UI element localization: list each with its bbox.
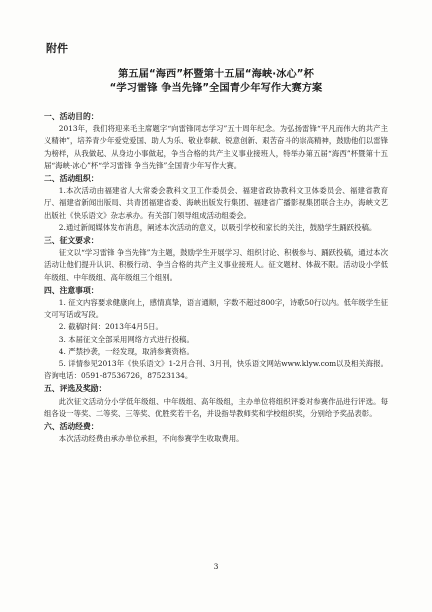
paragraph: 1. 征文内容要求健康向上，感情真挚，语言通顺，字数不超过800字，诗歌50行以内。低年级学生征文可写话或写段。 bbox=[44, 298, 388, 320]
paragraph: 2. 截稿时间：2013年4月5日。 bbox=[58, 322, 163, 332]
paragraph: 3. 本届征文全部采用网络方式进行投稿。 bbox=[58, 334, 194, 344]
section-purpose bbox=[44, 110, 388, 172]
section-notes bbox=[44, 284, 388, 383]
section-heading: 五、评选及奖励： bbox=[44, 384, 107, 394]
section-heading: 四、注意事项： bbox=[44, 285, 99, 295]
paragraph: 4. 严禁抄袭，一经发现，取消参赛资格。 bbox=[58, 346, 194, 356]
paragraph: 2013年，我们将迎来毛主席题字“向雷锋同志学习”五十周年纪念。为弘扬雷锋“平凡而伟大的共产主义精神”，培养青少年爱党爱国、助人为乐、敬业奉献、锐意创新、艰苦奋斗的崇高精神，鼓励他们以雷锋为榜样，从我做起、从身边小事做起，争当合格的共产主义事业接班人，特举办第五届“海西”杯暨第十五届“海峡·冰心”杯“学习雷锋 争当先锋”全国青少年写作大赛。 bbox=[44, 124, 388, 170]
section-funding bbox=[44, 420, 388, 445]
section-organization bbox=[44, 172, 388, 234]
section-heading: 三、征文要求： bbox=[44, 236, 99, 246]
section-heading: 六、活动经费： bbox=[44, 422, 99, 432]
document-title-line-1: 第五届“海西”杯暨第十五届“海峡·冰心”杯 bbox=[118, 69, 314, 80]
paragraph: 2.通过新闻媒体发布消息，阐述本次活动的意义，以吸引学校和家长的关注，鼓励学生踊跃投稿。 bbox=[58, 222, 377, 232]
paragraph: 此次征文活动分小学低年级组、中年级组、高年级组，主办单位将组织评委对参赛作品进行评选。每组各设一等奖、二等奖、三等奖、优胜奖若干名，并设指导教师奖和学校组织奖，分别给予奖品表彰。 bbox=[44, 396, 388, 418]
paragraph: 征文以“学习雷锋 争当先锋”为主题，鼓励学生开展学习、组织讨论、积极参与、踊跃投稿，通过本次活动让他们提升认识、积极行动、争当合格的共产主义事业接班人。征文题材、体裁不限。活动设小学低年级组、中年级组、高年级组三个组别。 bbox=[44, 248, 388, 282]
paragraph: 5. 详情参见2013年《快乐语文》1-2月合刊、3月刊，快乐语文网站www.klyw.com以及相关海报。咨询电话：0591-87536726，87523134。 bbox=[44, 359, 388, 381]
document-title-line-2: “学习雷锋 争当先锋”全国青少年写作大赛方案 bbox=[109, 83, 323, 94]
paragraph: 本次活动经费由承办单位承担，不向参赛学生收取费用。 bbox=[58, 434, 244, 444]
section-heading: 一、活动目的： bbox=[44, 112, 99, 121]
page-number: 3 bbox=[213, 562, 219, 571]
section-requirements bbox=[44, 234, 388, 284]
appendix-label: 附件 bbox=[46, 42, 68, 55]
document-body bbox=[44, 110, 388, 445]
paragraph: 1.本次活动由福建省人大常委会教科文卫工作委员会、福建省政协教科文卫体委员会、福建省教育厅、福建省新闻出版局、共青团福建省委、海峡出版发行集团、福建省广播影视集团联合主办，海峡文艺出版社《快乐语文》杂志承办。有关部门领导组成活动组委会。 bbox=[44, 186, 388, 220]
section-heading: 二、活动组织： bbox=[44, 174, 99, 184]
section-awards bbox=[44, 382, 388, 420]
